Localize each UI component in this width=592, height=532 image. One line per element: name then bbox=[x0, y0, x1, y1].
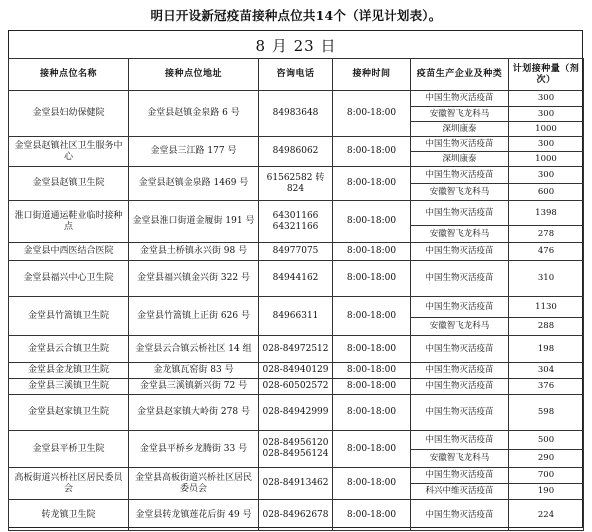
vaccine-vendor-cell: 中国生物灭活疫苗 bbox=[411, 468, 509, 484]
site-name-cell: 淮口街道通运鞋业临时接种点 bbox=[9, 201, 129, 243]
table-row bbox=[9, 297, 584, 318]
phone-cell: 028-84913462 bbox=[259, 468, 333, 500]
time-cell: 8:00-18:00 bbox=[333, 297, 411, 336]
site-address-cell: 金堂县赵家镇大岭街 278 号 bbox=[129, 395, 259, 431]
phone-cell: 84966311 bbox=[259, 297, 333, 336]
time-cell: 8:00-18:00 bbox=[333, 243, 411, 261]
site-name-cell: 转龙镇卫生院 bbox=[9, 500, 129, 531]
vaccine-vendor-cell: 中国生物灭活疫苗 bbox=[411, 137, 509, 152]
header-vaccine-vendor: 疫苗生产企业及种类 bbox=[411, 59, 509, 91]
site-address-cell: 金堂县三溪镇新兴街 72 号 bbox=[129, 379, 259, 395]
site-address-cell: 金堂县三江路 177 号 bbox=[129, 137, 259, 167]
table-row bbox=[9, 243, 584, 261]
table-row bbox=[9, 336, 584, 363]
site-name-cell: 金堂县中西医结合医院 bbox=[9, 243, 129, 261]
phone-cell: 84986062 bbox=[259, 137, 333, 167]
time-cell: 8:00-18:00 bbox=[333, 363, 411, 379]
vaccine-vendor-cell: 深圳康泰 bbox=[411, 122, 509, 137]
planned-quantity-cell: 500 bbox=[509, 431, 584, 450]
table-row bbox=[9, 395, 584, 431]
vaccine-vendor-cell: 安徽智飞龙科马 bbox=[411, 318, 509, 336]
vaccine-vendor-cell: 中国生物灭活疫苗 bbox=[411, 167, 509, 184]
vaccine-vendor-cell: 中国生物灭活疫苗 bbox=[411, 261, 509, 297]
site-name-cell: 金堂县赵家镇卫生院 bbox=[9, 395, 129, 431]
vaccine-vendor-cell: 安徽智飞龙科马 bbox=[411, 184, 509, 201]
phone-cell: 028-84962678 bbox=[259, 500, 333, 531]
phone-cell: 028-60502572 bbox=[259, 379, 333, 395]
site-name-cell: 金堂县福兴中心卫生院 bbox=[9, 261, 129, 297]
site-name-cell: 金堂县竹篙镇卫生院 bbox=[9, 297, 129, 336]
time-cell: 8:00-18:00 bbox=[333, 137, 411, 167]
planned-quantity-cell: 198 bbox=[509, 336, 584, 363]
site-address-cell: 金堂县竹篙镇上正街 626 号 bbox=[129, 297, 259, 336]
page-heading: 明日开设新冠疫苗接种点位共14个（详见计划表）。 bbox=[150, 8, 442, 23]
planned-quantity-cell: 224 bbox=[509, 500, 584, 531]
planned-quantity-cell: 1000 bbox=[509, 152, 584, 167]
phone-cell: 028-84940129 bbox=[259, 363, 333, 379]
site-address-cell: 金堂县云合镇云桥社区 14 组 bbox=[129, 336, 259, 363]
vaccine-vendor-cell: 中国生物灭活疫苗 bbox=[411, 379, 509, 395]
table-row bbox=[9, 137, 584, 152]
vaccine-vendor-cell: 中国生物灭活疫苗 bbox=[411, 336, 509, 363]
table-row bbox=[9, 468, 584, 484]
site-address-cell: 金堂县淮口街道金履街 191 号 bbox=[129, 201, 259, 243]
site-address-cell: 金堂县高板街道兴桥社区居民委员会 bbox=[129, 468, 259, 500]
planned-quantity-cell: 1398 bbox=[509, 201, 584, 226]
time-cell: 8:00-18:00 bbox=[333, 336, 411, 363]
vaccine-vendor-cell: 中国生物灭活疫苗 bbox=[411, 363, 509, 379]
planned-quantity-cell: 300 bbox=[509, 91, 584, 107]
vaccine-vendor-cell: 中国生物灭活疫苗 bbox=[411, 395, 509, 431]
site-name-cell: 金堂县平桥卫生院 bbox=[9, 431, 129, 468]
phone-cell: 84983648 bbox=[259, 91, 333, 137]
vaccine-vendor-cell: 中国生物灭活疫苗 bbox=[411, 297, 509, 318]
vaccine-vendor-cell: 深圳康泰 bbox=[411, 152, 509, 167]
planned-quantity-cell: 300 bbox=[509, 167, 584, 184]
vaccine-vendor-cell: 中国生物灭活疫苗 bbox=[411, 431, 509, 450]
phone-cell: 028-84972512 bbox=[259, 336, 333, 363]
time-cell: 8:00-18:00 bbox=[333, 261, 411, 297]
phone-cell: 028-84942999 bbox=[259, 395, 333, 431]
planned-quantity-cell: 376 bbox=[509, 379, 584, 395]
site-address-cell: 金堂县赵镇金泉路 1469 号 bbox=[129, 167, 259, 201]
vaccine-vendor-cell: 科兴中维灭活疫苗 bbox=[411, 484, 509, 500]
planned-quantity-cell: 476 bbox=[509, 243, 584, 261]
planned-quantity-cell: 598 bbox=[509, 395, 584, 431]
table-row bbox=[9, 261, 584, 297]
vaccine-vendor-cell: 安徽智飞龙科马 bbox=[411, 450, 509, 468]
table-body bbox=[9, 91, 584, 531]
vaccine-vendor-cell: 中国生物灭活疫苗 bbox=[411, 243, 509, 261]
time-cell: 8:00-18:00 bbox=[333, 431, 411, 468]
site-address-cell: 金堂县转龙镇莲花后街 49 号 bbox=[129, 500, 259, 531]
planned-quantity-cell: 1000 bbox=[509, 122, 584, 137]
vaccination-schedule-table bbox=[8, 58, 584, 531]
planned-quantity-cell: 300 bbox=[509, 107, 584, 122]
time-cell: 8:00-18:00 bbox=[333, 500, 411, 531]
planned-quantity-cell: 290 bbox=[509, 450, 584, 468]
planned-quantity-cell: 310 bbox=[509, 261, 584, 297]
site-address-cell: 金堂县土桥镇永兴街 98 号 bbox=[129, 243, 259, 261]
time-cell: 8:00-18:00 bbox=[333, 91, 411, 137]
planned-quantity-cell: 600 bbox=[509, 184, 584, 201]
time-cell: 8:00-18:00 bbox=[333, 468, 411, 500]
site-address-cell: 金堂县福兴镇金兴街 322 号 bbox=[129, 261, 259, 297]
date-title: 8 月 23 日 bbox=[255, 37, 337, 55]
site-name-cell: 金堂县云合镇卫生院 bbox=[9, 336, 129, 363]
planned-quantity-cell: 288 bbox=[509, 318, 584, 336]
header-time: 接种时间 bbox=[333, 59, 411, 91]
table-row bbox=[9, 379, 584, 395]
header-phone: 咨询电话 bbox=[259, 59, 333, 91]
site-name-cell: 金堂县妇幼保健院 bbox=[9, 91, 129, 137]
time-cell: 8:00-18:00 bbox=[333, 167, 411, 201]
planned-quantity-cell: 278 bbox=[509, 226, 584, 243]
site-name-cell: 金堂县三溪镇卫生院 bbox=[9, 379, 129, 395]
vaccine-vendor-cell: 中国生物灭活疫苗 bbox=[411, 91, 509, 107]
vaccine-vendor-cell: 安徽智飞龙科马 bbox=[411, 226, 509, 243]
vaccine-vendor-cell: 中国生物灭活疫苗 bbox=[411, 201, 509, 226]
header-row bbox=[9, 59, 584, 91]
planned-quantity-cell: 700 bbox=[509, 468, 584, 484]
header-site-address: 接种点位地址 bbox=[129, 59, 259, 91]
time-cell: 8:00-18:00 bbox=[333, 379, 411, 395]
table-row bbox=[9, 431, 584, 450]
table-row bbox=[9, 363, 584, 379]
phone-cell: 84944162 bbox=[259, 261, 333, 297]
planned-quantity-cell: 304 bbox=[509, 363, 584, 379]
phone-cell: 84977075 bbox=[259, 243, 333, 261]
planned-quantity-cell: 1130 bbox=[509, 297, 584, 318]
vaccine-vendor-cell: 安徽智飞龙科马 bbox=[411, 107, 509, 122]
table-row bbox=[9, 500, 584, 531]
phone-cell: 028-84956120 028-84956124 bbox=[259, 431, 333, 468]
header-planned-quantity: 计划接种量（剂次） bbox=[509, 59, 584, 91]
site-name-cell: 金堂县赵镇卫生院 bbox=[9, 167, 129, 201]
vaccine-vendor-cell: 中国生物灭活疫苗 bbox=[411, 500, 509, 531]
time-cell: 8:00-18:00 bbox=[333, 201, 411, 243]
site-address-cell: 金堂县平桥乡龙腾街 33 号 bbox=[129, 431, 259, 468]
planned-quantity-cell: 190 bbox=[509, 484, 584, 500]
site-name-cell: 高板街道兴桥社区居民委员会 bbox=[9, 468, 129, 500]
phone-cell: 64301166 64321166 bbox=[259, 201, 333, 243]
time-cell: 8:00-18:00 bbox=[333, 395, 411, 431]
site-name-cell: 金堂县赵镇社区卫生服务中心 bbox=[9, 137, 129, 167]
site-address-cell: 金龙镇瓦窑街 83 号 bbox=[129, 363, 259, 379]
phone-cell: 61562582 转 824 bbox=[259, 167, 333, 201]
table-row bbox=[9, 167, 584, 184]
table-row bbox=[9, 201, 584, 226]
table-row bbox=[9, 91, 584, 107]
planned-quantity-cell: 300 bbox=[509, 137, 584, 152]
site-name-cell: 金堂县金龙镇卫生院 bbox=[9, 363, 129, 379]
header-site-name: 接种点位名称 bbox=[9, 59, 129, 91]
site-address-cell: 金堂县赵镇金泉路 6 号 bbox=[129, 91, 259, 137]
